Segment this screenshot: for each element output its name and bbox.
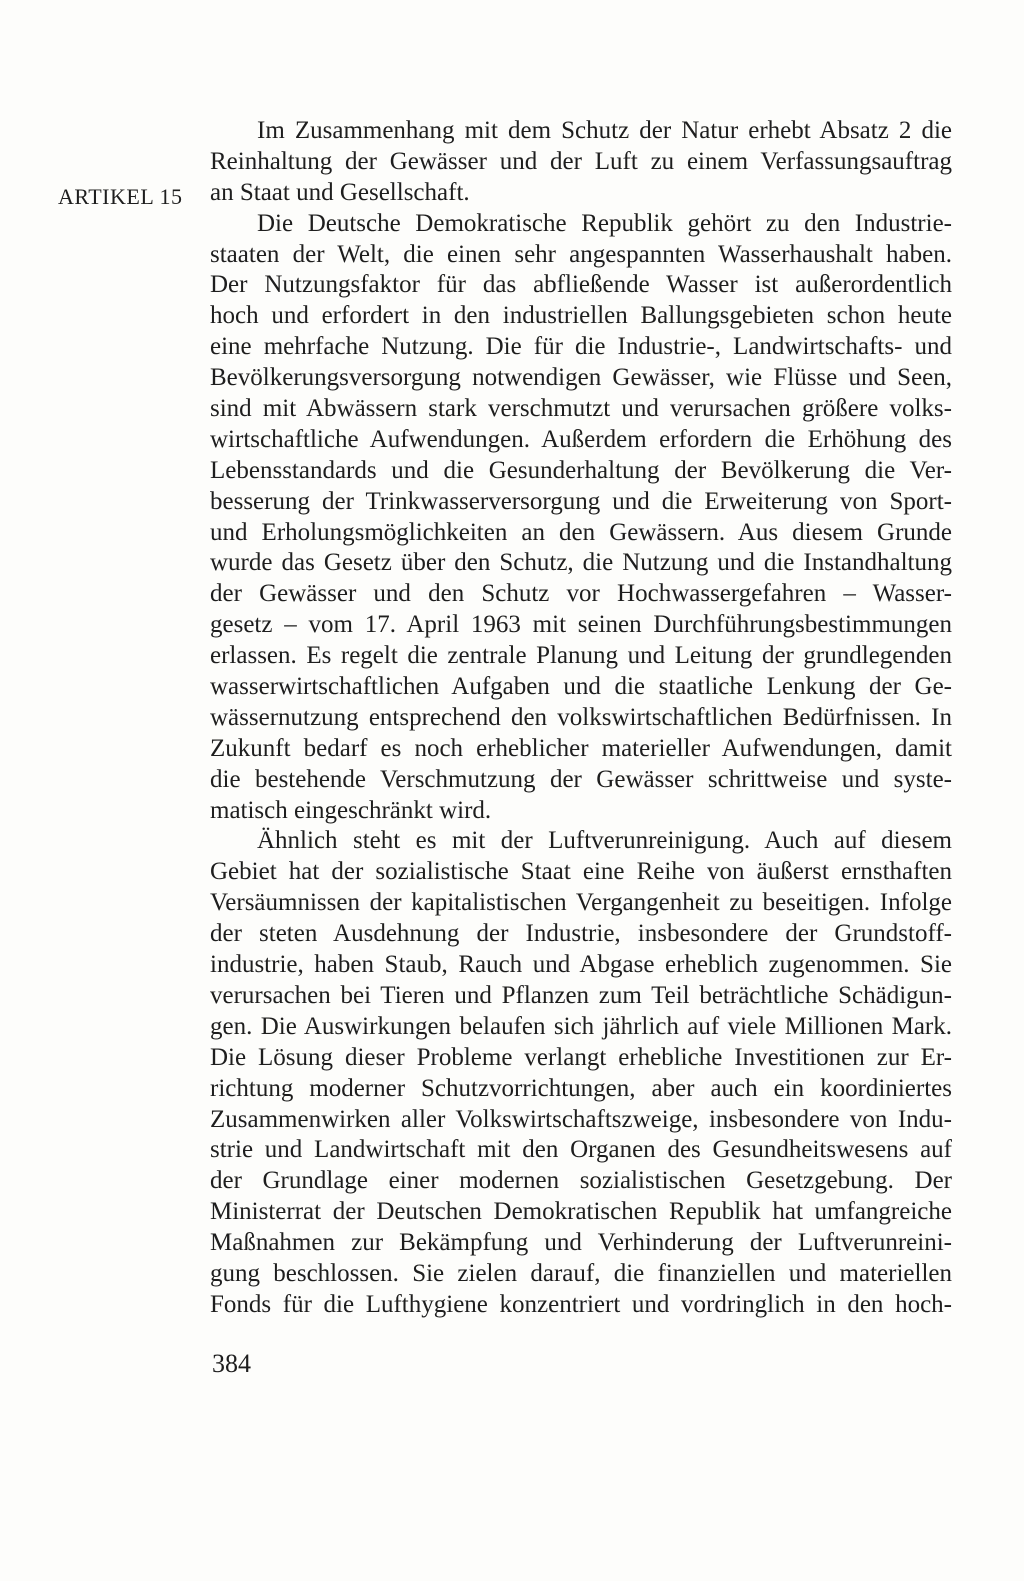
- text-line: Versäumnissen der kapitalistischen Vergangenheit zu beseitigen. Infolge: [210, 889, 952, 917]
- page-number: 384: [212, 1349, 251, 1378]
- text-line: Reinhaltung der Gewässer und der Luft zu einem Verfassungsauftrag: [210, 147, 952, 175]
- text-line: Lebensstandards und die Gesunderhaltung der Bevölkerung die Ver-: [210, 456, 952, 484]
- text-line: der Grundlage einer modernen sozialistischen Gesetzgebung. Der: [210, 1167, 952, 1195]
- text-line: sind mit Abwässern stark verschmutzt und verursachen größere volks-: [210, 395, 952, 423]
- text-line: wasserwirtschaftlichen Aufgaben und die staatliche Lenkung der Ge-: [210, 673, 952, 701]
- text-line: wirtschaftliche Aufwendungen. Außerdem erfordern die Erhöhung des: [210, 425, 952, 453]
- text-line: Bevölkerungsversorgung notwendigen Gewässer, wie Flüsse und Seen,: [210, 364, 952, 392]
- text-line: Fonds für die Lufthygiene konzentriert und vordringlich in den hoch-: [210, 1290, 952, 1318]
- text-line: verursachen bei Tieren und Pflanzen zum Teil beträchtliche Schädigun-: [210, 981, 952, 1009]
- text-line: der steten Ausdehnung der Industrie, insbesondere der Grundstoff-: [210, 920, 952, 948]
- text-line: strie und Landwirtschaft mit den Organen des Gesundheitswesens auf: [210, 1136, 952, 1164]
- text-line: Ähnlich steht es mit der Luftverunreinigung. Auch auf diesem: [257, 827, 952, 855]
- text-line: Maßnahmen zur Bekämpfung und Verhinderung der Luftverunreini-: [210, 1229, 952, 1257]
- text-line: hoch und erfordert in den industriellen Ballungsgebieten schon heute: [210, 302, 952, 330]
- body-text: [210, 116, 952, 1321]
- text-line: wässernutzung entsprechend den volkswirtschaftlichen Bedürfnissen. In: [210, 703, 952, 731]
- text-line: erlassen. Es regelt die zentrale Planung und Leitung der grundlegenden: [210, 642, 952, 670]
- paragraph: [210, 116, 952, 209]
- text-line: wurde das Gesetz über den Schutz, die Nutzung und die Instandhaltung: [210, 549, 952, 577]
- text-line: besserung der Trinkwasserversorgung und die Erweiterung von Sport-: [210, 487, 952, 515]
- text-line: eine mehrfache Nutzung. Die für die Industrie-, Landwirtschafts- und: [210, 333, 952, 361]
- text-line: Gebiet hat der sozialistische Staat eine Reihe von äußerst ernsthaften: [210, 858, 952, 886]
- text-line: Ministerrat der Deutschen Demokratischen Republik hat umfangreiche: [210, 1198, 952, 1226]
- text-line: und Erholungsmöglichkeiten an den Gewässern. Aus diesem Grunde: [210, 518, 952, 546]
- text-line: Zukunft bedarf es noch erheblicher materieller Aufwendungen, damit: [210, 734, 952, 762]
- text-line: richtung moderner Schutzvorrichtungen, aber auch ein koordiniertes: [210, 1074, 952, 1102]
- text-line: industrie, haben Staub, Rauch und Abgase erheblich zugenommen. Sie: [210, 951, 952, 979]
- text-line: Die Lösung dieser Probleme verlangt erhebliche Investitionen zur Er-: [210, 1043, 952, 1071]
- paragraph: [210, 209, 952, 827]
- text-line: matisch eingeschränkt wird.: [210, 796, 492, 824]
- text-line: gen. Die Auswirkungen belaufen sich jährlich auf viele Millionen Mark.: [210, 1012, 952, 1040]
- text-line: Im Zusammenhang mit dem Schutz der Natur erhebt Absatz 2 die: [257, 117, 952, 144]
- text-line: Der Nutzungsfaktor für das abfließende Wasser ist außerordentlich: [210, 271, 952, 299]
- paragraph: [210, 826, 952, 1320]
- text-line: Zusammenwirken aller Volkswirtschaftszweige, insbesondere von Indu-: [210, 1105, 952, 1133]
- text-line: die bestehende Verschmutzung der Gewässer schrittweise und syste-: [210, 765, 952, 793]
- text-line: Die Deutsche Demokratische Republik gehört zu den Industrie-: [257, 209, 952, 237]
- text-line: an Staat und Gesellschaft.: [210, 178, 470, 206]
- text-line: der Gewässer und den Schutz vor Hochwassergefahren – Wasser-: [210, 580, 952, 608]
- text-line: staaten der Welt, die einen sehr angespannten Wasserhaushalt haben.: [210, 240, 952, 268]
- text-line: gung beschlossen. Sie zielen darauf, die finanziellen und materiellen: [210, 1259, 952, 1287]
- text-line: gesetz – vom 17. April 1963 mit seinen Durchführungsbestimmungen: [210, 611, 952, 639]
- article-margin-label: ARTIKEL 15: [58, 184, 183, 209]
